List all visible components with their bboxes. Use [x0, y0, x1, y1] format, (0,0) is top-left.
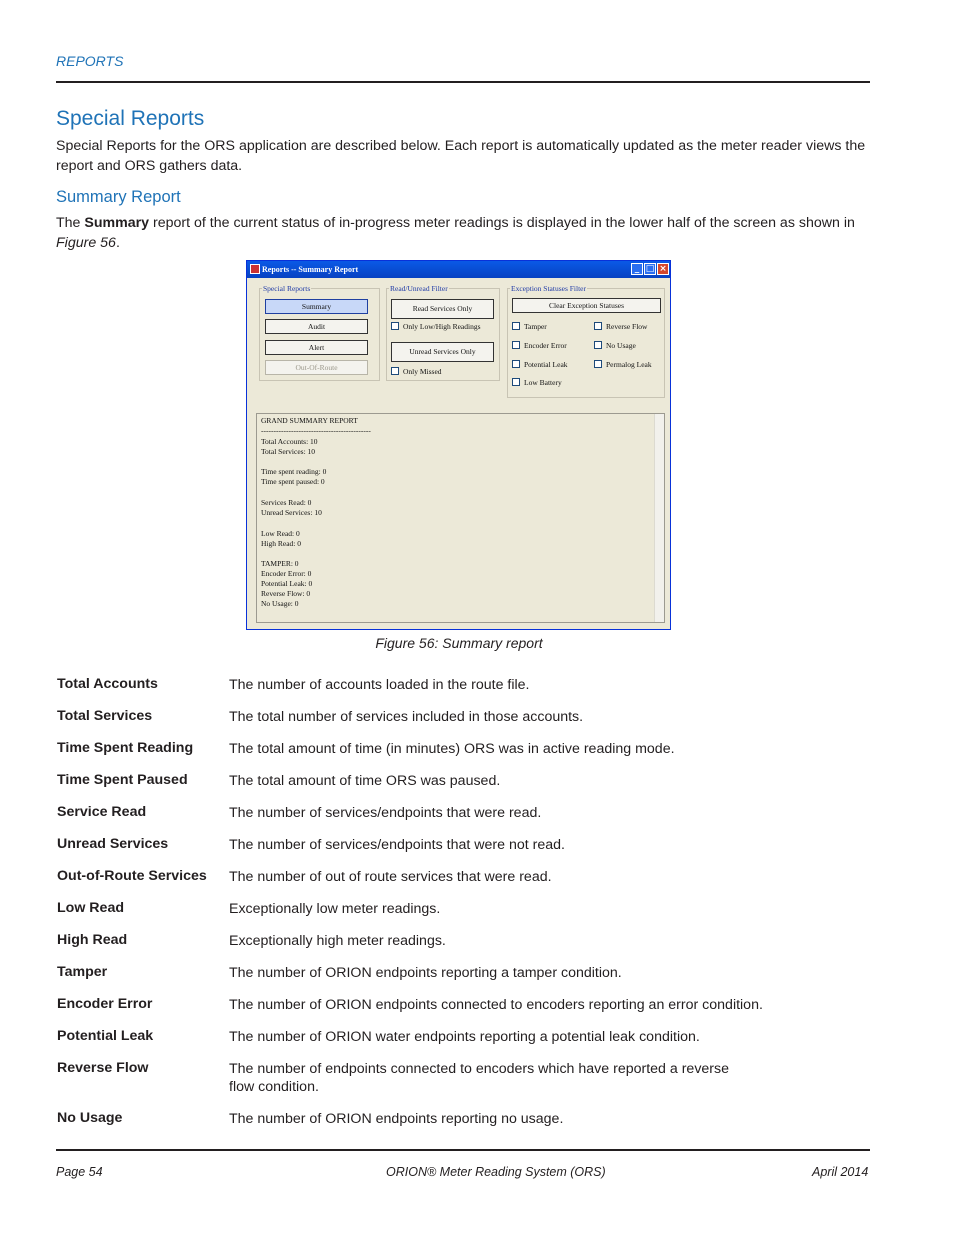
unread-services-only-button[interactable]: Unread Services Only — [391, 342, 494, 362]
clear-exception-statuses-button[interactable]: Clear Exception Statuses — [512, 298, 661, 313]
reports-window — [246, 260, 671, 630]
checkbox-icon — [594, 360, 602, 368]
report-line: Time spent reading: 0 — [261, 467, 327, 476]
potential-leak-checkbox[interactable]: Potential Leak — [512, 360, 568, 369]
term-time-spent-paused: Time Spent Paused — [57, 772, 188, 788]
term-out-of-route-services: Out-of-Route Services — [57, 868, 207, 884]
minimize-icon[interactable]: _ — [631, 263, 643, 275]
def-high-read: Exceptionally high meter readings. — [229, 933, 446, 949]
exception-filter-label: Exception Statuses Filter — [511, 284, 586, 293]
section-title: Summary Report — [56, 188, 181, 206]
def-out-of-route-services: The number of out of route services that were read. — [229, 869, 552, 885]
checkbox-icon — [594, 322, 602, 330]
def-reverse-flow: The number of endpoints connected to encoders which have reported a reverse flow condition. — [229, 1061, 730, 1095]
report-line: Time spent paused: 0 — [261, 477, 325, 486]
page-number: Page 54 — [56, 1165, 103, 1179]
checkbox-icon — [512, 341, 520, 349]
window-title: Reports -- Summary Report — [262, 265, 359, 274]
term-potential-leak: Potential Leak — [57, 1028, 154, 1044]
def-service-read: The number of services/endpoints that were read. — [229, 805, 542, 821]
reverse-flow-checkbox[interactable]: Reverse Flow — [594, 322, 647, 331]
report-line: Total Accounts: 10 — [261, 437, 318, 446]
report-line: -------------------------------------------- — [261, 426, 371, 435]
summary-report-textarea[interactable] — [256, 413, 665, 623]
report-line: TAMPER: 0 — [261, 559, 299, 568]
checkbox-icon — [594, 341, 602, 349]
term-tamper: Tamper — [57, 964, 108, 980]
term-reverse-flow: Reverse Flow — [57, 1060, 149, 1076]
permalog-leak-checkbox[interactable]: Permalog Leak — [594, 360, 652, 369]
checkbox-icon — [391, 322, 399, 330]
alert-button[interactable]: Alert — [265, 340, 368, 355]
term-high-read: High Read — [57, 932, 128, 948]
footer-rule — [56, 1149, 870, 1151]
out-of-route-button[interactable]: Out-Of-Route — [265, 360, 368, 375]
summary-button[interactable]: Summary — [265, 299, 368, 314]
def-time-spent-paused: The total amount of time ORS was paused. — [229, 773, 501, 789]
close-icon[interactable]: × — [657, 263, 669, 275]
def-no-usage: The number of ORION endpoints reporting no usage. — [229, 1111, 564, 1127]
checkbox-icon — [512, 378, 520, 386]
term-total-services: Total Services — [57, 708, 153, 724]
intro-paragraph: Special Reports for the ORS application are described below. Each report is automatically updated as the meter reader views the report and ORS gathers data. — [56, 138, 866, 174]
term-no-usage: No Usage — [57, 1110, 123, 1126]
low-battery-checkbox[interactable]: Low Battery — [512, 378, 562, 387]
def-total-services: The total number of services included in those accounts. — [229, 709, 584, 725]
read-filter-label: Read/Unread Filter — [390, 284, 448, 293]
def-unread-services: The number of services/endpoints that were not read. — [229, 837, 565, 853]
def-potential-leak: The number of ORION water endpoints reporting a potential leak condition. — [229, 1029, 700, 1045]
running-header: REPORTS — [56, 53, 124, 69]
report-line: GRAND SUMMARY REPORT — [261, 416, 358, 425]
report-line: Total Services: 10 — [261, 447, 316, 456]
no-usage-checkbox[interactable]: No Usage — [594, 341, 636, 350]
checkbox-icon — [512, 322, 520, 330]
term-encoder-error: Encoder Error — [57, 996, 153, 1012]
read-services-only-button[interactable]: Read Services Only — [391, 299, 494, 319]
special-reports-label: Special Reports — [263, 284, 311, 293]
maximize-icon[interactable]: □ — [645, 264, 655, 274]
page-title: Special Reports — [56, 107, 205, 130]
report-line: Reverse Flow: 0 — [261, 589, 311, 598]
report-line: Unread Services: 10 — [261, 508, 322, 517]
def-total-accounts: The number of accounts loaded in the route file. — [229, 677, 530, 693]
product-name: ORION® Meter Reading System (ORS) — [386, 1165, 606, 1179]
term-total-accounts: Total Accounts — [57, 676, 158, 692]
term-service-read: Service Read — [57, 804, 147, 820]
def-time-spent-reading: The total amount of time (in minutes) ORS was in active reading mode. — [229, 741, 675, 757]
only-missed-checkbox[interactable]: Only Missed — [391, 367, 442, 376]
tamper-checkbox[interactable]: Tamper — [512, 322, 547, 331]
def-encoder-error: The number of ORION endpoints connected to encoders reporting an error condition. — [229, 997, 763, 1013]
encoder-error-checkbox[interactable]: Encoder Error — [512, 341, 567, 350]
report-line: Low Read: 0 — [261, 529, 300, 538]
def-tamper: The number of ORION endpoints reporting a tamper condition. — [229, 965, 622, 981]
report-line: Services Read: 0 — [261, 498, 312, 507]
window-titlebar — [247, 261, 670, 278]
report-line: High Read: 0 — [261, 539, 301, 548]
term-low-read: Low Read — [57, 900, 125, 916]
figure-caption: Figure 56: Summary report — [375, 635, 543, 651]
checkbox-icon — [512, 360, 520, 368]
report-line: Encoder Error: 0 — [261, 569, 312, 578]
def-low-read: Exceptionally low meter readings. — [229, 901, 441, 917]
summary-paragraph: The Summary report of the current status of in-progress meter readings is displayed in the lower half of the screen as shown in Figure 56. — [56, 215, 855, 251]
checkbox-icon — [391, 367, 399, 375]
only-low-high-checkbox[interactable]: Only Low/High Readings — [391, 322, 481, 331]
vertical-scrollbar[interactable] — [654, 414, 664, 622]
report-line: Potential Leak: 0 — [261, 579, 313, 588]
publication-date: April 2014 — [812, 1165, 869, 1179]
app-icon — [250, 264, 260, 274]
header-rule — [56, 81, 870, 83]
term-time-spent-reading: Time Spent Reading — [57, 740, 194, 756]
term-unread-services: Unread Services — [57, 836, 169, 852]
report-line: No Usage: 0 — [261, 599, 299, 608]
audit-button[interactable]: Audit — [265, 319, 368, 334]
